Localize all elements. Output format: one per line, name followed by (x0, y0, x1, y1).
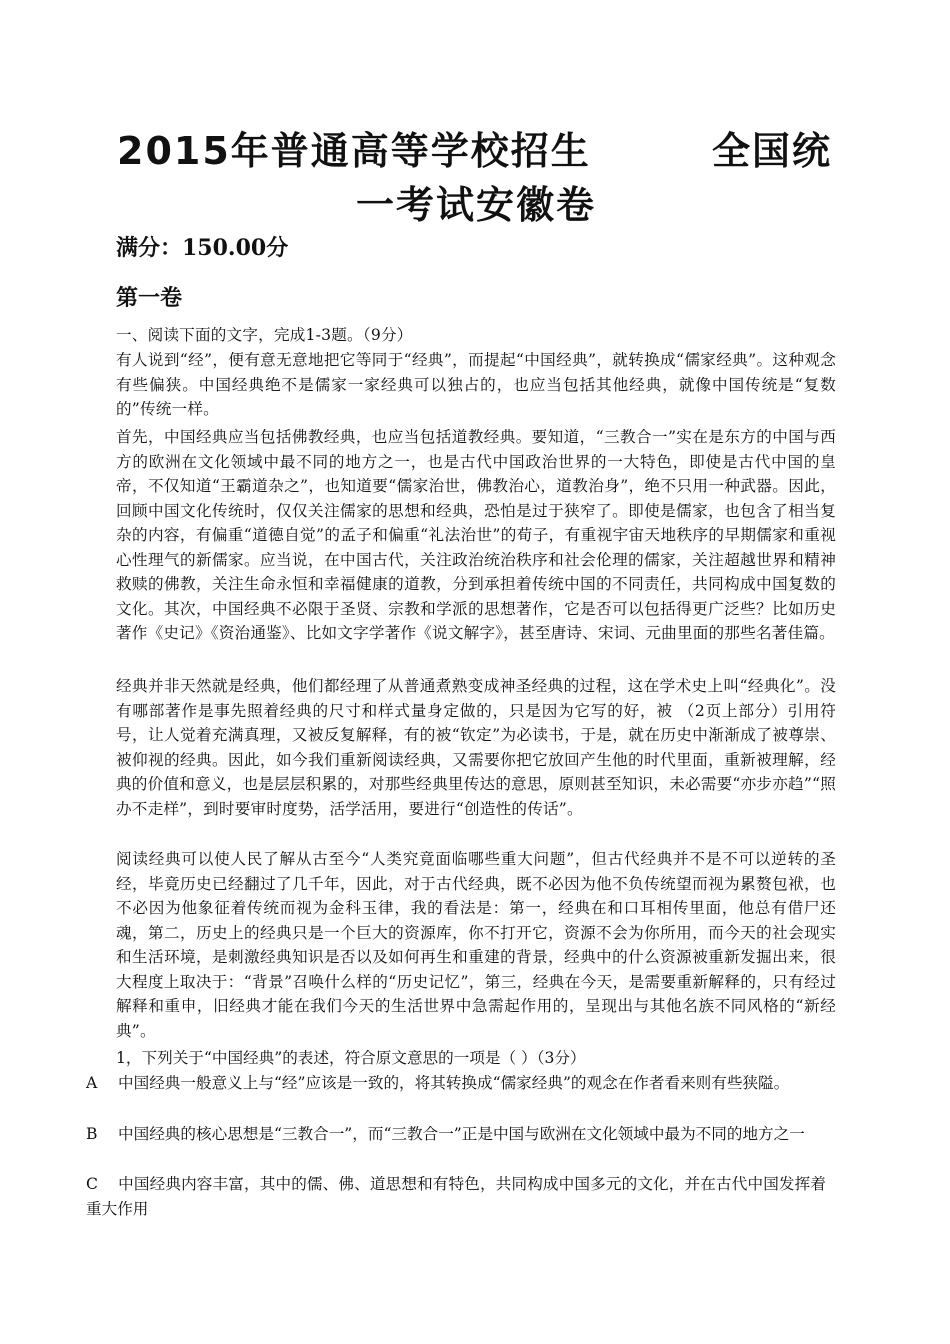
option-text: 中国经典的核心思想是“三教合一”，而“三教合一”正是中国与欧洲在文化领域中最为不同的地方之一 (118, 1125, 805, 1143)
passage-paragraph-4: 阅读经典可以使人民了解从古至今“人类究竟面临哪些重大问题”，但古代经典并不是不可以逆转的圣经，毕竟历史已经翻过了几千年，因此，对于古代经典，既不必因为他不负传统望而视为累赘包袱，也不必因为他象征着传统而视为金科玉律，我的看法是：第一，经典在和口耳相传里面，他总有借尸还魂，第二，历史上的经典只是一个巨大的资源库，你不打开它，资源不会为你所用，而今天的社会现实和生活环境，是刺激经典知识是否以及如何再生和重建的背景，经典中的什么资源被重新发掘出来，很大程度上取决于：“背景”召唤什么样的“历史记忆”，第三，经典在今天，是需要重新解释的，只有经过解释和重申，旧经典才能在我们今天的生活世界中急需起作用的，呈现出与其他名族不同风格的“新经典”。 (116, 850, 836, 1040)
title-line-1-left: 2015年普通高等学校招生 (117, 129, 591, 173)
title-line-1-right: 全国统 (712, 129, 833, 173)
passage-paragraph-2: 首先，中国经典应当包括佛教经典，也应当包括道教经典。要知道，“三教合一”实在是东方的中国与西方的欧洲在文化领域中最不同的地方之一，也是古代中国政治世界的一大特色，即使是古代中国的皇帝，不仅知道“王霸道杂之”，也知道要“儒家治世，佛教治心，道教治身”，绝不只用一种武器。因此，回顾中国文化传统时，仅仅关注儒家的思想和经典，恐怕是过于狭窄了。即使是儒家，也包含了相当复杂的内容，有偏重“道德自觉”的孟子和偏重“礼法治世”的荀子，有重视宇宙天地秩序的早期儒家和重视心性理气的新儒家。应当说，在中国古代，关注政治统治秩序和社会伦理的儒家，关注超越世界和精神救赎的佛教，关注生命永恒和幸福健康的道教，分到承担着传统中国的不同责任，共同构成中国复数的文化。其次，中国经典不必限于圣贤、宗教和学派的思想著作，它是否可以包括得更广泛些？比如历史著作《史记》《资治通鉴》、比如文字学著作《说文解字》，甚至唐诗、宋词、元曲里面的那些名著佳篇。 (116, 428, 836, 642)
title-line-2: 一考试安徽卷 (356, 183, 597, 227)
option-letter: B (86, 1125, 98, 1143)
option-text: 中国经典一般意义上与“经”应该是一致的，将其转换成“儒家经典”的观念在作者看来则有些狭隘。 (118, 1074, 790, 1092)
passage-paragraph-3: 经典并非天然就是经典，他们都经理了从普通煮熟变成神圣经典的过程，这在学术史上叫“经典化”。没有哪部著作是事先照着经典的尺寸和样式量身定做的，只是因为它写的好，被 （2页上部分）引用符号，让人觉着充满真理，又被反复解释，有的被“钦定”为必读书，于是，就在历史中渐渐成了被尊崇、被仰视的经典。因此，如今我们重新阅读经典，又需要你把它放回产生他的时代里面，重新被理解，经典的价值和意义，也是层层积累的，对那些经典里传达的意思，原则甚至知识，未必需要“亦步亦趋”“照办不走样”，到时要审时度势，活学活用，要进行“创造性的传话”。 (116, 677, 836, 818)
passage-paragraph-1: 有人说到“经”，便有意无意地把它等同于“经典”，而提起“中国经典”，就转换成“儒家经典”。这种观念有些偏狭。中国经典绝不是儒家一家经典可以独占的，也应当包括其他经典，就像中国传统是“复数的”传统一样。 (116, 351, 836, 418)
option-c (86, 1172, 826, 1221)
option-text: 中国经典内容丰富，其中的儒、佛、道思想和有特色，共同构成中国多元的文化，并在古代中国发挥着重大作用 (86, 1175, 826, 1218)
reading-instruction: 一、阅读下面的文字，完成1-3题。（9分） (116, 326, 413, 344)
question-1: 1，下列关于“中国经典”的表述，符合原文意思的一项是（ ）（3分） (116, 1049, 586, 1067)
option-letter: C (86, 1175, 98, 1193)
section-title: 第一卷 (116, 285, 183, 311)
option-letter: A (86, 1074, 98, 1092)
option-b (86, 1122, 826, 1147)
option-a (86, 1071, 826, 1096)
full-score: 满分：150.00分 (116, 235, 289, 261)
